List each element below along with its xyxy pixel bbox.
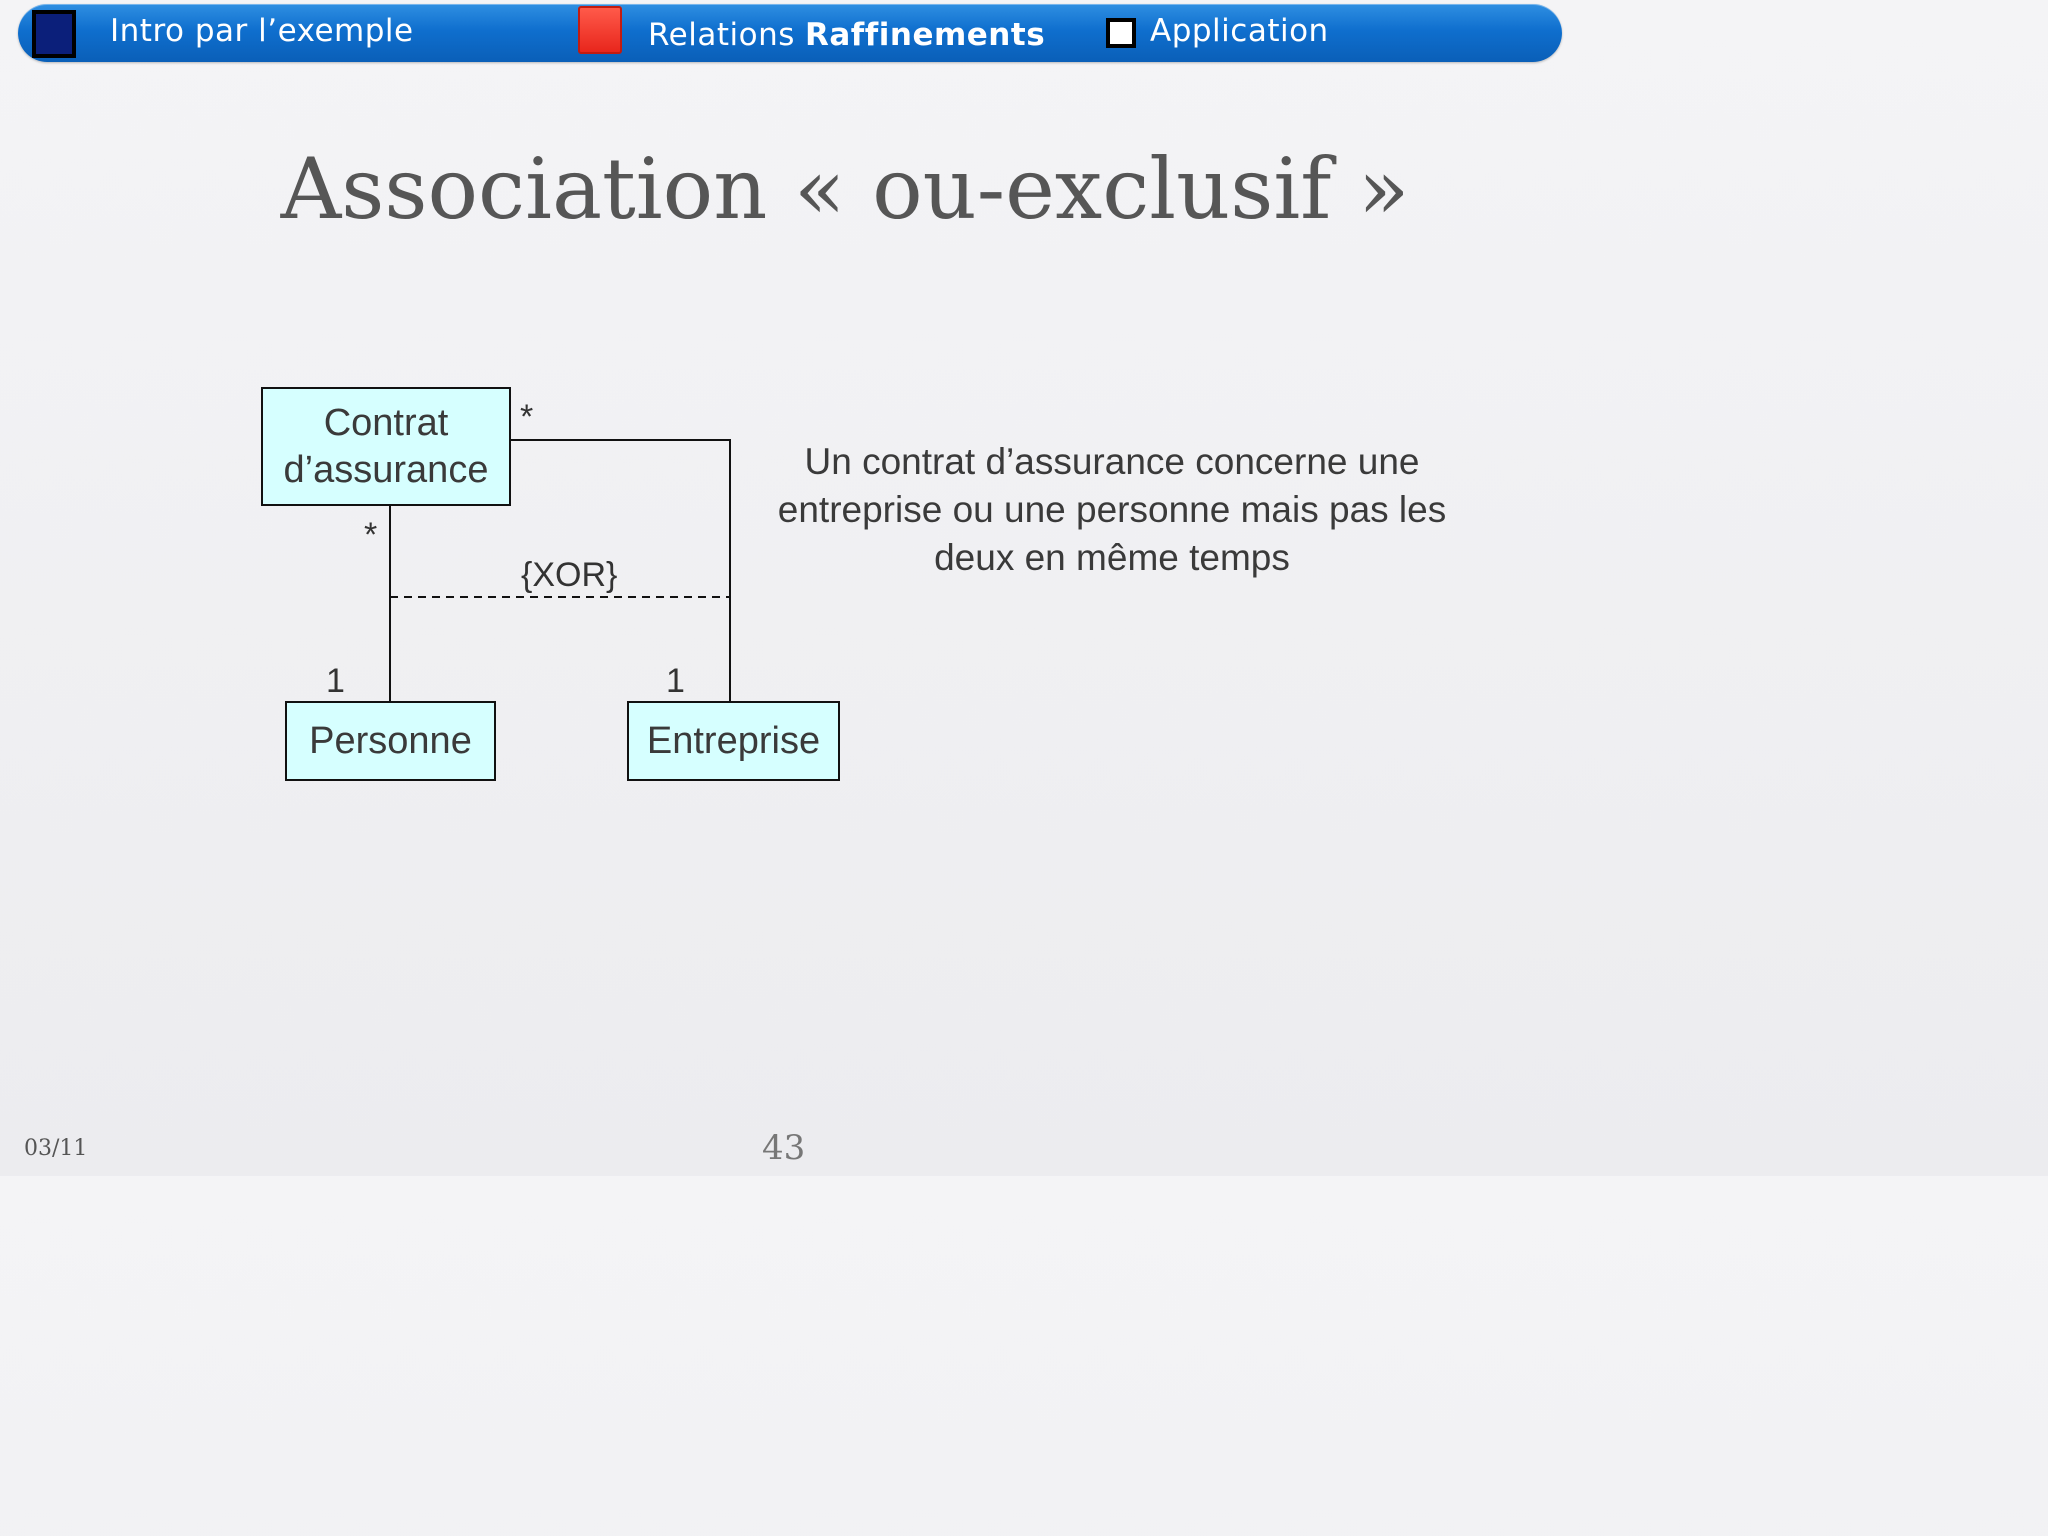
xor-constraint-label: {XOR}: [521, 556, 618, 594]
multiplicity-contrat-entreprise: *: [520, 398, 534, 436]
nav-relations-label[interactable]: Relations: [648, 17, 795, 53]
multiplicity-entreprise-end: 1: [666, 662, 685, 700]
class-personne-name: Personne: [309, 719, 472, 762]
multiplicity-contrat-personne: *: [364, 516, 378, 554]
nav-intro-label[interactable]: Intro par l’exemple: [110, 13, 414, 49]
xor-description: Un contrat d’assurance concerne une entreprise ou une personne mais pas les deux en même temps: [777, 441, 1447, 579]
nav-application-label[interactable]: Application: [1150, 13, 1329, 49]
multiplicity-personne-end: 1: [326, 662, 345, 700]
nav-refinements-label[interactable]: Raffinements: [805, 17, 1046, 53]
class-personne: [285, 701, 496, 781]
class-entreprise: [627, 701, 840, 781]
class-entreprise-name: Entreprise: [646, 719, 821, 762]
page-number: 43: [762, 1128, 806, 1168]
footer-date: 03/11: [24, 1136, 88, 1161]
class-contrat-assurance-name: Contrat d’assurance: [283, 402, 489, 491]
class-contrat-assurance: [261, 387, 511, 506]
slide-title: Association « ou-exclusif »: [280, 140, 1410, 238]
